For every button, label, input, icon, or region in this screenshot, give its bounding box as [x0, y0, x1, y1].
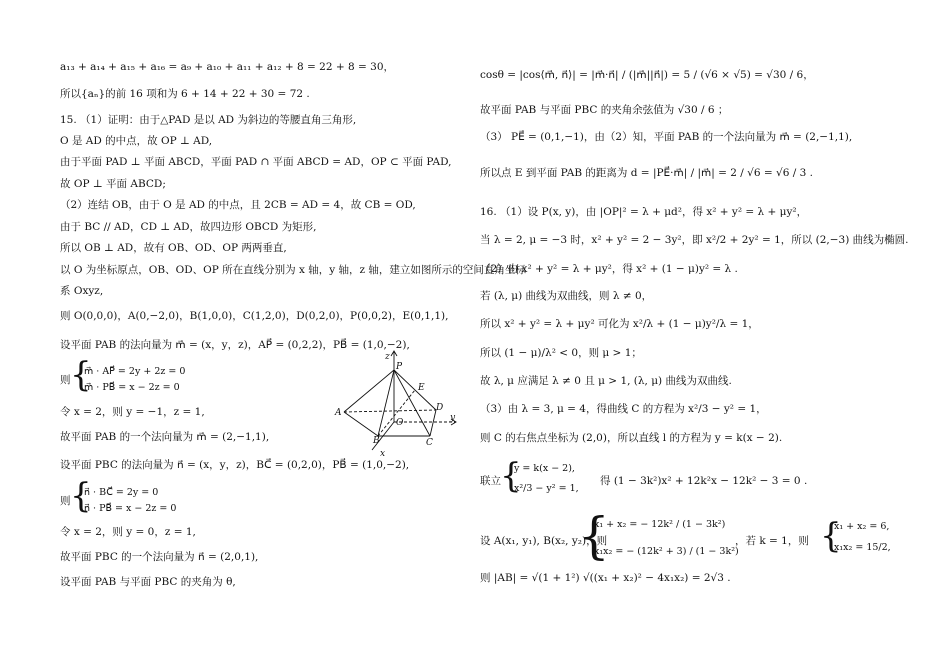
text-line: （2）连结 OB，由于 O 是 AD 的中点，且 2CB = AD = 4，故 CB = OD, [60, 199, 416, 211]
system-prefix: 则 [60, 374, 71, 386]
series-sum-line: a₁₃ + a₁₄ + a₁₅ + a₁₆ = a₉ + a₁₀ + a₁₁ + a₁₂ + 8 = 22 + 8 = 30， [60, 61, 395, 73]
text-line: 由于平面 PAD ⊥ 平面 ABCD，平面 PAD ∩ 平面 ABCD = AD，OP ⊂ 平面 PAD, [60, 156, 452, 168]
text-line: 所以 x² + y² = λ + μy² 可化为 x²/λ + (1 − μ)y²/λ = 1， [480, 318, 759, 330]
equation-line: x₁ + x₂ = − 12k² / (1 − 3k²) [594, 519, 726, 530]
edge-pa [344, 370, 394, 412]
edge-pd [394, 370, 436, 410]
text-line: 若 (λ, μ) 曲线为双曲线，则 λ ≠ 0， [480, 290, 653, 302]
text-line: 令 x = 2，则 y = −1，z = 1, [60, 406, 205, 418]
text-line: 故 λ, μ 应满足 λ ≠ 0 且 μ > 1, (λ, μ) 曲线为双曲线. [480, 375, 732, 387]
left-brace: { [820, 516, 842, 556]
label-z: z [385, 352, 390, 362]
normal-vector-pab-setup: 设平面 PAB 的法向量为 m⃗ = (x，y，z)，AP⃗ = (0,2,2)，PB⃗ = (1,0,−2), [60, 339, 410, 351]
edge-cd [430, 410, 436, 436]
left-brace: { [70, 355, 92, 395]
label-a: A [335, 408, 342, 418]
left-brace: { [500, 456, 522, 496]
text-line: 以 O 为坐标原点，OB、OD、OP 所在直线分别为 x 轴，y 轴，z 轴，建立如图所示的空间直角坐标 [60, 264, 526, 276]
text-line: 故 OP ⊥ 平面 ABCD; [60, 178, 166, 190]
text-line: 故平面 PAB 的一个法向量为 m⃗ = (2,−1,1), [60, 431, 270, 443]
edge-ab [344, 412, 378, 436]
equation-line: m⃗ · PB⃗ = x − 2z = 0 [84, 382, 180, 393]
text-line: 则 C 的右焦点坐标为 (2,0)，所以直线 l 的方程为 y = k(x − 2). [480, 432, 783, 444]
text-line: 所以 OB ⊥ AD，故有 OB、OD、OP 两两垂直, [60, 242, 287, 254]
text-line: （3） PE⃗ = (0,1,−1)，由（2）知，平面 PAB 的一个法向量为 m⃗ = (2,−1,1), [480, 131, 853, 143]
text-line: 所以 (1 − μ)/λ² < 0，则 μ > 1； [480, 347, 642, 359]
label-d: D [436, 403, 444, 413]
text-line: O 是 AD 的中点，故 OP ⊥ AD, [60, 135, 213, 147]
label-b: B [373, 436, 380, 446]
text-line: 则 |AB| = √(1 + 1²) √((x₁ + x₂)² − 4x₁x₂) = 2√3 . [480, 572, 731, 584]
system-prefix: 则 [60, 495, 71, 507]
distance-formula: 所以点 E 到平面 PAB 的距离为 d = |PE⃗·m⃗| / |m⃗| = 2 / √6 = √6 / 3 . [480, 167, 813, 179]
text-line: 故平面 PBC 的一个法向量为 n⃗ = (2,0,1), [60, 551, 259, 563]
equation-line: x₁ + x₂ = 6, [834, 521, 890, 532]
equation-line: y = k(x − 2), [514, 463, 575, 474]
equation-line: x₁x₂ = 15/2, [834, 542, 891, 553]
equation-line: n⃗ · BC⃗ = 2y = 0 [84, 487, 159, 498]
label-p: P [396, 362, 403, 372]
label-c: C [426, 438, 433, 448]
cosine-formula: cosθ = |cos⟨m⃗, n⃗⟩| = |m⃗·n⃗| / (|m⃗||n⃗|) = 5 / (√6 × √5) = √30 / 6， [480, 69, 814, 81]
equation-line: x²/3 − y² = 1, [514, 483, 579, 494]
text-line: 设平面 PAB 与平面 PBC 的夹角为 θ, [60, 576, 236, 588]
text-line: 得 (1 − 3k²)x² + 12k²x − 12k² − 3 = 0 . [600, 475, 808, 487]
text-line: 故平面 PAB 与平面 PBC 的夹角余弦值为 √30 / 6 ； [480, 104, 729, 116]
normal-vector-pbc-setup: 设平面 PBC 的法向量为 n⃗ = (x，y，z)，BC⃗ = (0,2,0)，PB⃗ = (1,0,−2), [60, 459, 410, 471]
label-y: y [450, 413, 456, 423]
left-brace: { [578, 507, 610, 565]
equation-line: x₁x₂ = − (12k² + 3) / (1 − 3k²) [594, 546, 739, 557]
equation-line: m⃗ · AP⃗ = 2y + 2z = 0 [84, 366, 186, 377]
text-line: （2）由 x² + y² = λ + μy²，得 x² + (1 − μ)y² = λ . [480, 263, 738, 275]
text-line: 当 λ = 2, μ = −3 时，x² + y² = 2 − 3y²，即 x²/2 + 2y² = 1，所以 (2,−3) 曲线为椭圆. [480, 234, 909, 246]
label-x: x [380, 449, 386, 459]
text-line: 系 Oxyz, [60, 285, 104, 297]
pyramid-figure [330, 350, 460, 460]
text-line: 由于 BC // AD，CD ⊥ AD，故四边形 OBCD 为矩形, [60, 221, 317, 233]
equation-line: n⃗ · PB⃗ = x − 2z = 0 [84, 503, 177, 514]
label-e: E [418, 383, 425, 393]
text-line: （3）由 λ = 3, μ = 4，得曲线 C 的方程为 x²/3 − y² = 1， [480, 403, 767, 415]
text-line: ，若 k = 1，则 [735, 535, 809, 547]
text-line: 令 x = 2，则 y = 0，z = 1, [60, 526, 196, 538]
problem-15-heading: 15. （1）证明：由于△PAD 是以 AD 为斜边的等腰直角三角形, [60, 114, 357, 126]
edge-ad [344, 410, 436, 412]
problem-16-heading: 16. （1）设 P(x, y)，由 |OP|² = λ + μd²，得 x² + y² = λ + μy²， [480, 206, 808, 218]
text-line: 设 A(x₁, y₁), B(x₂, y₂)，则 [480, 535, 608, 547]
system-prefix: 联立 [480, 475, 501, 487]
label-o: O [396, 418, 404, 428]
coordinates-line: 则 O(0,0,0)，A(0,−2,0)，B(1,0,0)，C(1,2,0)，D(0,2,0)，P(0,0,2)，E(0,1,1), [60, 310, 449, 322]
left-brace: { [70, 476, 92, 516]
series-total-line: 所以{aₙ}的前 16 项和为 6 + 14 + 22 + 30 = 72 . [60, 88, 310, 100]
